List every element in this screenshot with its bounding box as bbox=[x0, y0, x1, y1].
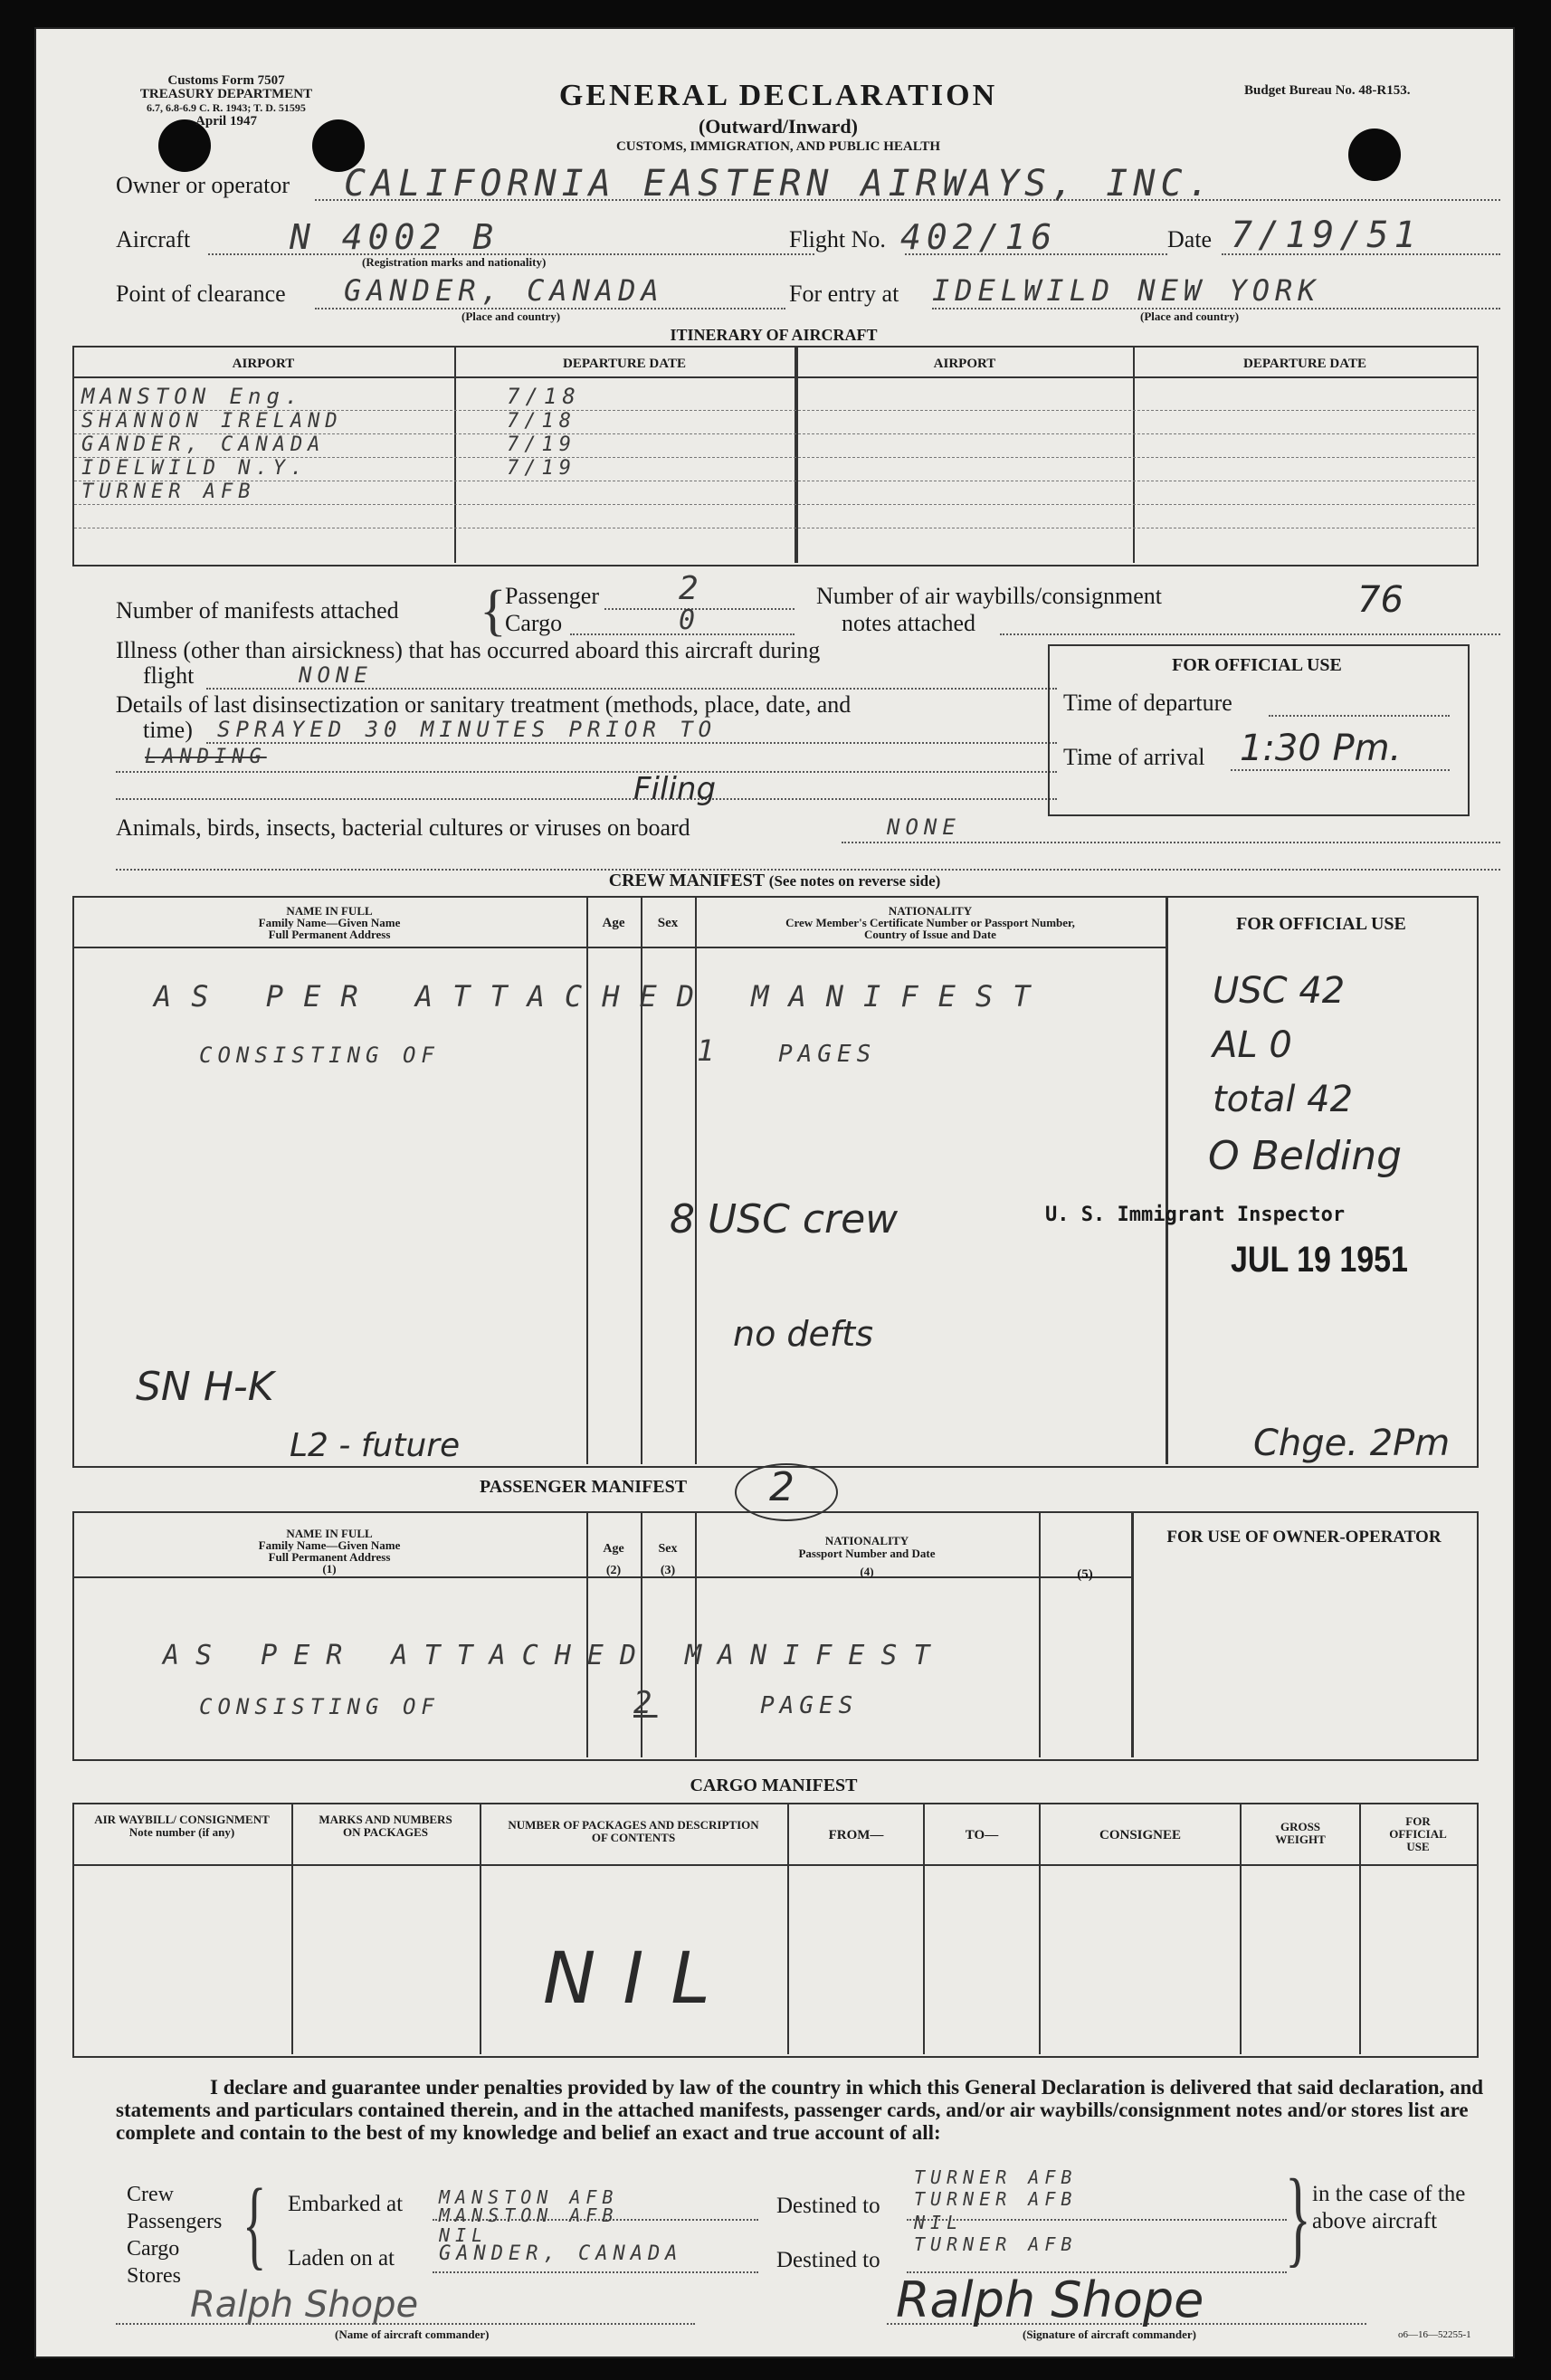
itinerary-date-header-2: DEPARTURE DATE bbox=[1242, 357, 1366, 371]
usc-crew-note: 8 USC crew bbox=[670, 1196, 899, 1242]
name-in-full: NAME IN FULL bbox=[286, 904, 373, 918]
sn-note: SN H-K bbox=[136, 1364, 274, 1410]
official-use-heading: FOR OFFICIAL USE bbox=[1172, 655, 1342, 675]
illness-label-2: flight bbox=[143, 662, 195, 689]
cargo-col-from: FROM— bbox=[828, 1828, 884, 1842]
itinerary-airport: MANSTON Eng. bbox=[81, 384, 304, 409]
disinsect-label-2: time) bbox=[143, 717, 193, 743]
time-arrival-value: 1:30 Pm. bbox=[1240, 728, 1402, 769]
laden-label: Laden on at bbox=[288, 2246, 395, 2271]
crew-age-header: Age bbox=[602, 916, 625, 930]
col-number: (3) bbox=[660, 1564, 676, 1577]
cargo-word: Cargo bbox=[127, 2237, 180, 2261]
crew-manifest-note: (See notes on reverse side) bbox=[768, 872, 941, 890]
itinerary-airport: TURNER AFB bbox=[81, 481, 256, 503]
general-declaration-form bbox=[34, 27, 1515, 2358]
brace-icon: { bbox=[480, 580, 507, 642]
form-title: GENERAL DECLARATION bbox=[558, 79, 998, 112]
illness-value: NONE bbox=[299, 662, 373, 688]
inspector-date-stamp: JUL 19 1951 bbox=[1231, 1240, 1408, 1280]
disinsect-value: SPRAYED 30 MINUTES PRIOR TO bbox=[217, 717, 718, 742]
cargo-col-packages: NUMBER OF PACKAGES AND DESCRIPTION OF CONTENTS bbox=[508, 1818, 759, 1844]
itinerary-airport-header-2: AIRPORT bbox=[933, 357, 996, 371]
crew-manifest-heading bbox=[36, 871, 1513, 891]
itinerary-airport: SHANNON IRELAND bbox=[81, 410, 343, 433]
crew-name-header bbox=[72, 905, 586, 940]
department: TREASURY DEPARTMENT bbox=[139, 87, 313, 101]
commander-name: Ralph Shope bbox=[190, 2284, 419, 2326]
passport-date: Passport Number and Date bbox=[798, 1547, 936, 1560]
waybills-value: 76 bbox=[1357, 579, 1404, 621]
destined-label-2: Destined to bbox=[776, 2248, 880, 2272]
commander-signature-caption: (Signature of aircraft commander) bbox=[1023, 2328, 1196, 2341]
entry-place-caption: (Place and country) bbox=[1140, 309, 1240, 323]
itinerary-row bbox=[81, 384, 303, 409]
pax-age-header bbox=[586, 1538, 641, 1582]
date-label: Date bbox=[1167, 226, 1213, 252]
crew-official-use-header: FOR OFFICIAL USE bbox=[1236, 914, 1406, 934]
time-departure-label: Time of departure bbox=[1063, 690, 1232, 716]
form-number-block bbox=[118, 74, 335, 129]
destined-1: TURNER AFB bbox=[914, 2166, 1078, 2188]
full-address: Full Permanent Address bbox=[268, 1550, 391, 1564]
destined-label-1: Destined to bbox=[776, 2194, 880, 2218]
col-number: (1) bbox=[322, 1562, 337, 1576]
laden-2: GANDER, CANADA bbox=[439, 2242, 683, 2265]
manifests-label: Number of manifests attached bbox=[116, 597, 399, 624]
sex: Sex bbox=[658, 1542, 678, 1556]
clearance-place-caption: (Place and country) bbox=[461, 309, 561, 323]
no-defects-note: no defts bbox=[733, 1314, 873, 1354]
aircraft-value: N 4002 B bbox=[290, 217, 500, 257]
embarked-1: MANSTON AFB bbox=[439, 2186, 619, 2208]
in-case-1: in the case of the bbox=[1312, 2182, 1466, 2206]
form-subtitle: (Outward/Inward) bbox=[698, 115, 858, 138]
print-code: o6—16—52255-1 bbox=[1398, 2329, 1471, 2340]
passenger-count-circled: 2 bbox=[769, 1464, 795, 1510]
pax-sex-header bbox=[641, 1538, 695, 1582]
commander-signature: Ralph Shope bbox=[896, 2271, 1204, 2328]
immigrant-inspector-stamp: U. S. Immigrant Inspector bbox=[1045, 1204, 1346, 1226]
pax-line1: AS PER ATTACHED MANIFEST bbox=[163, 1640, 947, 1671]
destined-2: TURNER AFB bbox=[914, 2188, 1078, 2210]
cargo-col-consignee: CONSIGNEE bbox=[1099, 1828, 1182, 1842]
pax-pages: PAGES bbox=[760, 1692, 859, 1719]
waybills-label-2: notes attached bbox=[842, 610, 975, 636]
disinsect-note: Filing bbox=[633, 771, 717, 807]
itinerary-date-header: DEPARTURE DATE bbox=[562, 357, 686, 371]
family-name: Family Name—Given Name bbox=[258, 1538, 401, 1552]
time-arrival-label: Time of arrival bbox=[1063, 744, 1205, 770]
flight-no-label: Flight No. bbox=[789, 226, 886, 252]
owner-value: CALIFORNIA EASTERN AIRWAYS, INC. bbox=[344, 163, 1215, 205]
pax-col5-header: (5) bbox=[1077, 1567, 1093, 1582]
itinerary-airport: GANDER, CANADA bbox=[81, 433, 326, 456]
crew-line1: AS PER ATTACHED MANIFEST bbox=[154, 979, 1051, 1014]
date-value: 7/19/51 bbox=[1231, 214, 1422, 256]
itinerary-date: 7/19 bbox=[507, 457, 576, 480]
animals-label: Animals, birds, insects, bacterial cultures or viruses on board bbox=[116, 814, 690, 841]
pax-nationality-header bbox=[695, 1535, 1039, 1578]
aircraft-label: Aircraft bbox=[116, 226, 191, 252]
crew-sex-header: Sex bbox=[657, 916, 679, 930]
brace-icon: { bbox=[243, 2168, 267, 2279]
entry-at-value: IDELWILD NEW YORK bbox=[932, 273, 1321, 308]
regulation: 6.7, 6.8-6.9 C. R. 1943; T. D. 51595 bbox=[147, 101, 306, 114]
cargo-col-weight: GROSS WEIGHT bbox=[1275, 1820, 1326, 1846]
disinsect-label: Details of last disinsectization or sanitary treatment (methods, place, date, and bbox=[116, 691, 852, 718]
form-number: Customs Form 7507 bbox=[167, 73, 285, 88]
crew-manifest-title: CREW MANIFEST bbox=[608, 871, 765, 890]
stores-word: Stores bbox=[127, 2264, 181, 2288]
family-name: Family Name—Given Name bbox=[258, 916, 401, 929]
official-note-1: USC 42 bbox=[1213, 970, 1346, 1012]
nationality: NATIONALITY bbox=[824, 1534, 909, 1547]
cargo-nil: NIL bbox=[543, 1938, 737, 2020]
crew-cert: Crew Member's Certificate Number or Passport Number, bbox=[785, 916, 1075, 929]
col-number: (4) bbox=[860, 1565, 874, 1578]
point-of-clearance-label: Point of clearance bbox=[116, 281, 286, 307]
illness-label: Illness (other than airsickness) that has occurred aboard this aircraft during bbox=[116, 637, 821, 663]
point-of-clearance-value: GANDER, CANADA bbox=[344, 273, 664, 308]
col-number: (2) bbox=[605, 1564, 622, 1577]
crew-word: Crew bbox=[127, 2183, 174, 2206]
passenger-manifests-value: 2 bbox=[679, 570, 704, 607]
entry-at-label: For entry at bbox=[789, 281, 899, 307]
destined-4: TURNER AFB bbox=[914, 2233, 1078, 2255]
form-date: April 1947 bbox=[195, 114, 257, 129]
name-in-full: NAME IN FULL bbox=[286, 1527, 373, 1540]
l2-note: L2 - future bbox=[290, 1427, 461, 1464]
crew-label bbox=[127, 2181, 222, 2290]
itinerary-date: 7/18 bbox=[507, 384, 581, 409]
cargo-col-waybill: AIR WAYBILL/ CONSIGNMENT Note number (if any) bbox=[94, 1813, 270, 1839]
crew-count: 1 bbox=[697, 1033, 720, 1068]
embarked-label: Embarked at bbox=[288, 2192, 404, 2216]
crew-nationality-header bbox=[695, 905, 1166, 940]
waybills-label: Number of air waybills/consignment bbox=[816, 583, 1162, 609]
full-address: Full Permanent Address bbox=[268, 928, 391, 941]
in-case-2: above aircraft bbox=[1312, 2209, 1438, 2233]
passenger-manifest-heading: PASSENGER MANIFEST bbox=[480, 1477, 688, 1497]
disinsect-value-2: LANDING bbox=[145, 746, 267, 768]
itinerary-date: 7/18 bbox=[507, 410, 576, 433]
pax-pages-count: 2 bbox=[633, 1685, 658, 1721]
commander-name-caption: (Name of aircraft commander) bbox=[335, 2328, 490, 2341]
itinerary-heading: ITINERARY OF AIRCRAFT bbox=[670, 326, 878, 344]
punch-hole bbox=[1348, 129, 1401, 181]
pax-name-header bbox=[72, 1528, 586, 1575]
embarked-2: MANSTON AFB bbox=[439, 2204, 619, 2226]
itinerary-date: 7/19 bbox=[507, 433, 576, 456]
destined-3: NIL bbox=[914, 2212, 964, 2233]
form-agencies: CUSTOMS, IMMIGRATION, AND PUBLIC HEALTH bbox=[615, 139, 941, 154]
animals-value: NONE bbox=[887, 814, 961, 840]
in-case-label bbox=[1312, 2181, 1465, 2235]
cargo-col-official: FOR OFFICIAL USE bbox=[1389, 1814, 1447, 1853]
passengers-word: Passengers bbox=[127, 2210, 223, 2233]
official-signature: O Belding bbox=[1208, 1133, 1403, 1179]
declaration-text: I declare and guarantee under penalties provided by law of the country in which this General Declaration is delivered that said declaration, and statements and particulars contained therein, and in the attached manifests, passenger cards, and/or air waybills/consignment notes and/or stores list are complete and contain to the best of my knowledge and belief an exact and true account of all: bbox=[116, 2076, 1484, 2144]
change-note: Chge. 2Pm bbox=[1253, 1423, 1451, 1464]
official-note-2: AL 0 bbox=[1213, 1024, 1292, 1066]
crew-line2: CONSISTING OF bbox=[199, 1042, 440, 1068]
cargo-manifests-value: 0 bbox=[679, 605, 701, 636]
official-note-3: total 42 bbox=[1213, 1079, 1354, 1120]
budget-bureau: Budget Bureau No. 48-R153. bbox=[1244, 83, 1411, 98]
registration-caption: (Registration marks and nationality) bbox=[362, 255, 547, 269]
owner-use-header: FOR USE OF OWNER-OPERATOR bbox=[1166, 1528, 1442, 1547]
age: Age bbox=[603, 1542, 624, 1556]
crew-country: Country of Issue and Date bbox=[864, 928, 996, 941]
laden-1: NIL bbox=[439, 2224, 489, 2246]
cargo-manifest-heading: CARGO MANIFEST bbox=[690, 1775, 858, 1795]
cargo-col-marks: MARKS AND NUMBERS ON PACKAGES bbox=[319, 1813, 452, 1839]
brace-icon: } bbox=[1285, 2156, 1311, 2277]
owner-label: Owner or operator bbox=[116, 172, 290, 198]
passenger-label: Passenger bbox=[505, 583, 599, 609]
flight-no-value: 402/16 bbox=[900, 217, 1058, 257]
itinerary-airport-header: AIRPORT bbox=[232, 357, 295, 371]
cargo-col-to: TO— bbox=[965, 1828, 999, 1842]
crew-pages: PAGES bbox=[778, 1041, 877, 1068]
itinerary-airport: IDELWILD N.Y. bbox=[81, 457, 309, 480]
pax-line2: CONSISTING OF bbox=[199, 1694, 440, 1719]
nationality: NATIONALITY bbox=[888, 904, 973, 918]
cargo-label: Cargo bbox=[505, 610, 563, 636]
